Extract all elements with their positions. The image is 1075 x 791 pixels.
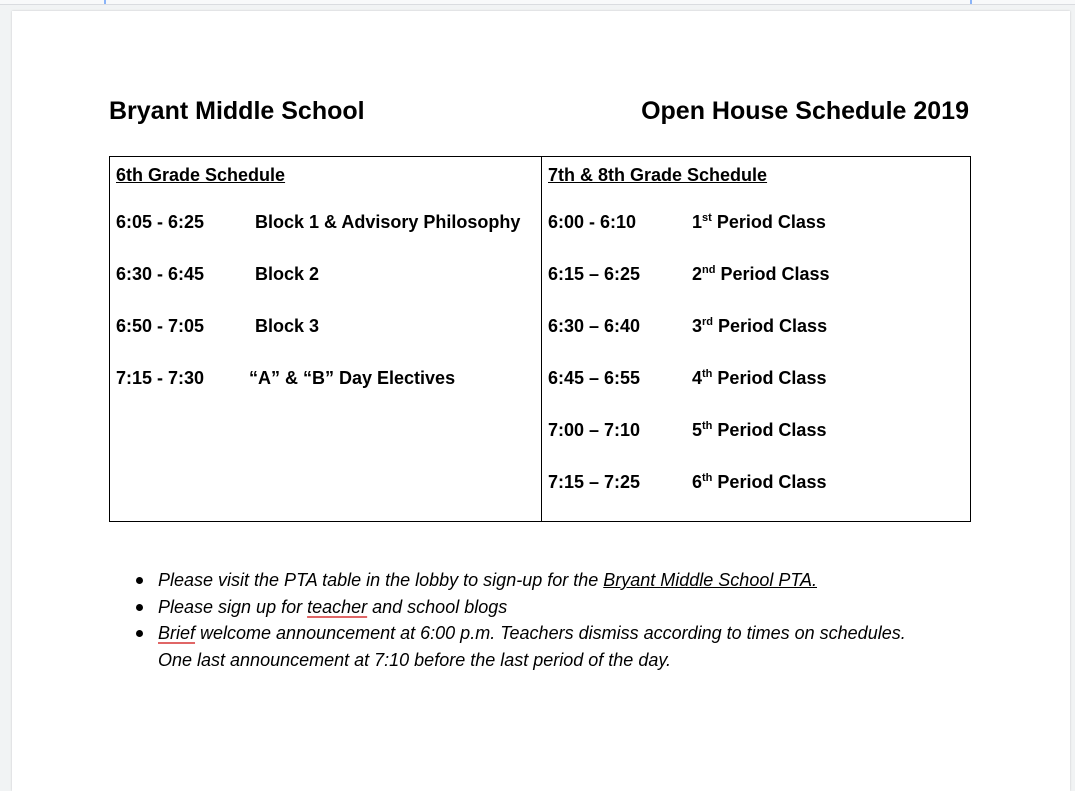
- school-name: Bryant Middle School: [109, 97, 365, 125]
- time-slot: 6:45 – 6:55: [548, 368, 641, 388]
- period-number: 4: [692, 368, 703, 388]
- activity-label: Block 1 & Advisory Philosophy: [255, 212, 521, 232]
- period-label: [692, 420, 826, 441]
- document-page[interactable]: [12, 11, 1070, 791]
- ordinal-suffix: th: [702, 420, 713, 432]
- time-slot: 7:00 – 7:10: [548, 420, 641, 440]
- bullet-icon: [136, 604, 143, 611]
- left-margin-marker[interactable]: [104, 0, 106, 4]
- period-number: 3: [692, 316, 703, 336]
- pta-link[interactable]: Bryant Middle School PTA.: [603, 570, 818, 590]
- upper-grades-column: [542, 157, 972, 521]
- sixth-grade-column: [110, 157, 542, 521]
- note-text: Please sign up for: [158, 596, 308, 617]
- time-slot: 7:15 – 7:25: [548, 472, 641, 492]
- period-text: Period Class: [717, 472, 827, 492]
- schedule-table: [109, 156, 971, 522]
- time-slot: 6:50 - 7:05: [116, 316, 205, 336]
- note-item-pta: [132, 567, 972, 594]
- note-text: Please visit the PTA table in the lobby to sign-up for the: [158, 570, 604, 590]
- time-slot: 6:05 - 6:25: [116, 212, 205, 232]
- time-slot: 7:15 - 7:30: [116, 368, 205, 388]
- ordinal-suffix: th: [702, 472, 713, 484]
- period-text: Period Class: [716, 212, 826, 232]
- note-text: welcome announcement at 6:00 p.m. Teachers dismiss according to times on schedules.: [195, 623, 906, 643]
- period-label: [692, 264, 830, 285]
- period-text: Period Class: [718, 316, 828, 336]
- period-number: 1: [692, 212, 703, 232]
- note-item-blogs: [132, 594, 972, 621]
- bullet-icon: [136, 577, 143, 584]
- ordinal-suffix: st: [702, 212, 712, 224]
- period-text: Period Class: [717, 420, 827, 440]
- period-text: Period Class: [717, 368, 827, 388]
- spellcheck-word[interactable]: teacher: [307, 596, 368, 617]
- notes-list: [132, 567, 972, 673]
- ruler-strip: [0, 0, 1075, 5]
- document-title: Open House Schedule 2019: [641, 97, 969, 125]
- spellcheck-word[interactable]: Brief: [158, 623, 196, 643]
- note-text: One last announcement at 7:10 before the last period of the day.: [158, 649, 672, 670]
- period-number: 2: [692, 264, 703, 284]
- period-label: [692, 212, 826, 233]
- note-text: and school blogs: [367, 596, 508, 617]
- upper-grades-heading: 7th & 8th Grade Schedule: [548, 165, 768, 185]
- bullet-icon: [136, 630, 143, 637]
- period-text: Period Class: [720, 264, 830, 284]
- period-number: 5: [692, 420, 703, 440]
- ordinal-suffix: nd: [702, 264, 716, 276]
- period-label: [692, 472, 826, 493]
- time-slot: 6:15 – 6:25: [548, 264, 641, 284]
- activity-label: Block 3: [255, 316, 320, 336]
- sixth-grade-heading: 6th Grade Schedule: [116, 165, 286, 185]
- period-label: [692, 316, 827, 337]
- activity-label: Block 2: [255, 264, 320, 284]
- right-margin-marker[interactable]: [970, 0, 972, 4]
- time-slot: 6:30 – 6:40: [548, 316, 641, 336]
- time-slot: 6:00 - 6:10: [548, 212, 637, 232]
- note-item-welcome: [132, 620, 972, 673]
- period-label: [692, 368, 826, 389]
- time-slot: 6:30 - 6:45: [116, 264, 205, 284]
- ordinal-suffix: th: [702, 368, 713, 380]
- ordinal-suffix: rd: [702, 316, 714, 328]
- title-row: [109, 97, 969, 129]
- activity-label: “A” & “B” Day Electives: [249, 368, 456, 388]
- period-number: 6: [692, 472, 703, 492]
